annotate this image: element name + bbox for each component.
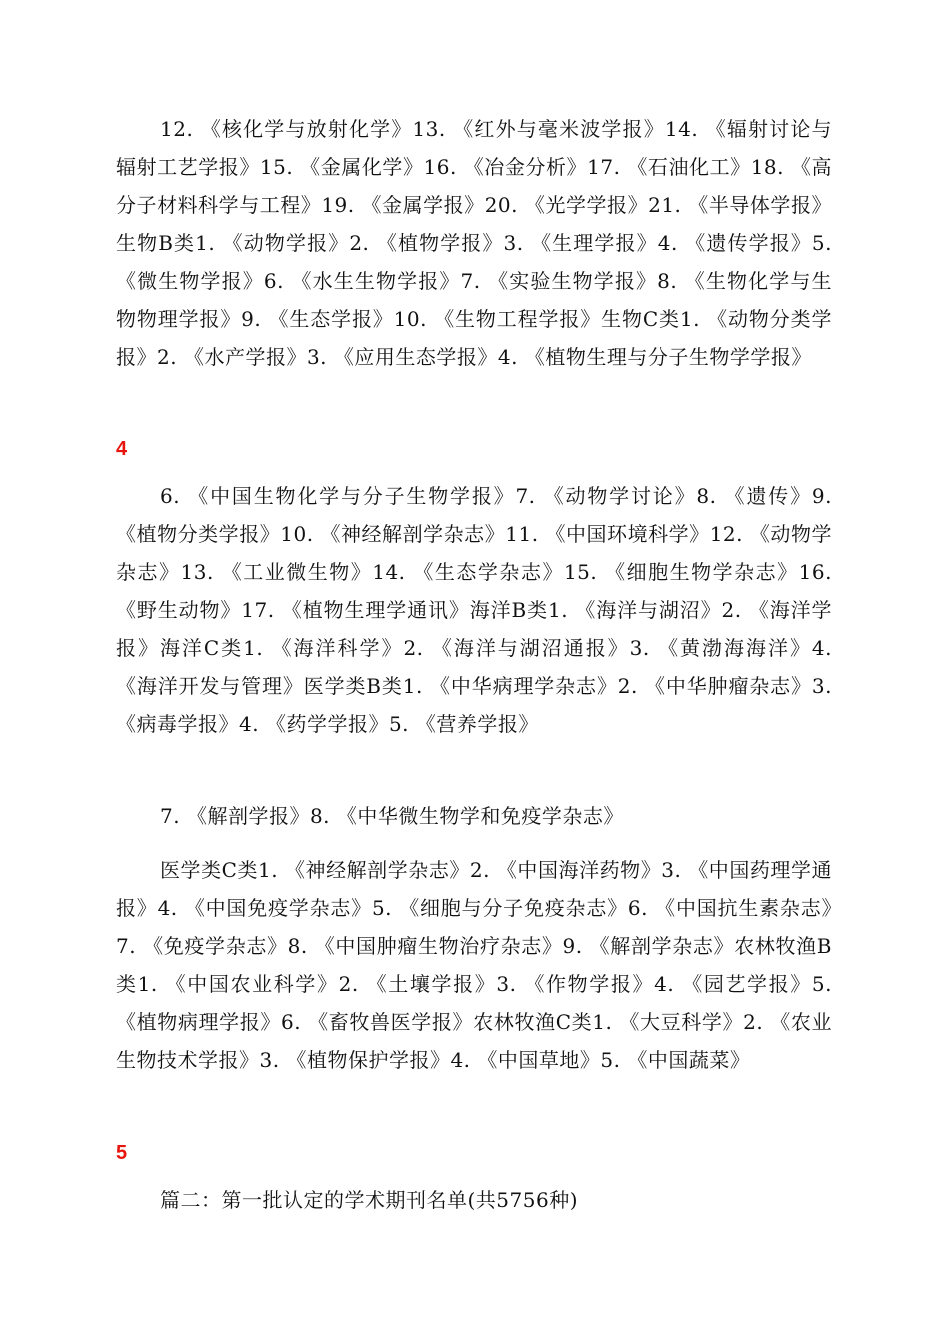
paragraph-journal-list-3: 7. 《解剖学报》8. 《中华微生物学和免疫学杂志》 [160,804,624,828]
paragraph-journal-list-2: 6. 《中国生物化学与分子生物学报》7. 《动物学讨论》8. 《遗传》9. 《植物分类学报》10. 《神经解剖学杂志》11. 《中国环境科学》12. 《动物学杂志》13. 《工业微生物》14. 《生态学杂志》15. 《细胞生物学杂志》16. 《野生动物》17. 《植物生理学通讯》海洋B类1. 《海洋与湖沼》2. 《海洋学报》海洋C类1. 《海洋科学》2. 《海洋与湖沼通报》3. 《黄渤海海洋》4. 《海洋开发与管理》医学类B类1. 《中华病理学杂志》2. 《中华肿瘤杂志》3. 《病毒学报》4. 《药学学报》5. 《营养学报》 [116,484,832,736]
paragraph-journal-list-4: 医学类C类1. 《神经解剖学杂志》2. 《中国海洋药物》3. 《中国药理学通报》4. 《中国免疫学杂志》5. 《细胞与分子免疫杂志》6. 《中国抗生素杂志》7. 《免疫学杂志》8. 《中国肿瘤生物治疗杂志》9. 《解剖学杂志》农林牧渔B类1. 《中国农业科学》2. 《土壤学报》3. 《作物学报》4. 《园艺学报》5. 《植物病理学报》6. 《畜牧兽医学报》农林牧渔C类1. 《大豆科学》2. 《农业生物技术学报》3. 《植物保护学报》4. 《中国草地》5. 《中国蔬菜》 [116,858,832,1072]
paragraph-journal-list-1: 12. 《核化学与放射化学》13. 《红外与毫米波学报》14. 《辐射讨论与辐射工艺学报》15. 《金属化学》16. 《冶金分析》17. 《石油化工》18. 《高分子材料科学与工程》19. 《金属学报》20. 《光学学报》21. 《半导体学报》生物B类1. 《动物学报》2. 《植物学报》3. 《生理学报》4. 《遗传学报》5. 《微生物学报》6. 《水生生物学报》7. 《实验生物学报》8. 《生物化学与生物物理学报》9. 《生态学报》10. 《生物工程学报》生物C类1. 《动物分类学报》2. 《水产学报》3. 《应用生态学报》4. 《植物生理与分子生物学学报》 [116,117,832,369]
section-heading-part-two: 篇二：第一批认定的学术期刊名单(共5756种) [160,1188,579,1212]
page-number-5: 5 [116,1142,128,1164]
page-number-4: 4 [116,438,128,460]
